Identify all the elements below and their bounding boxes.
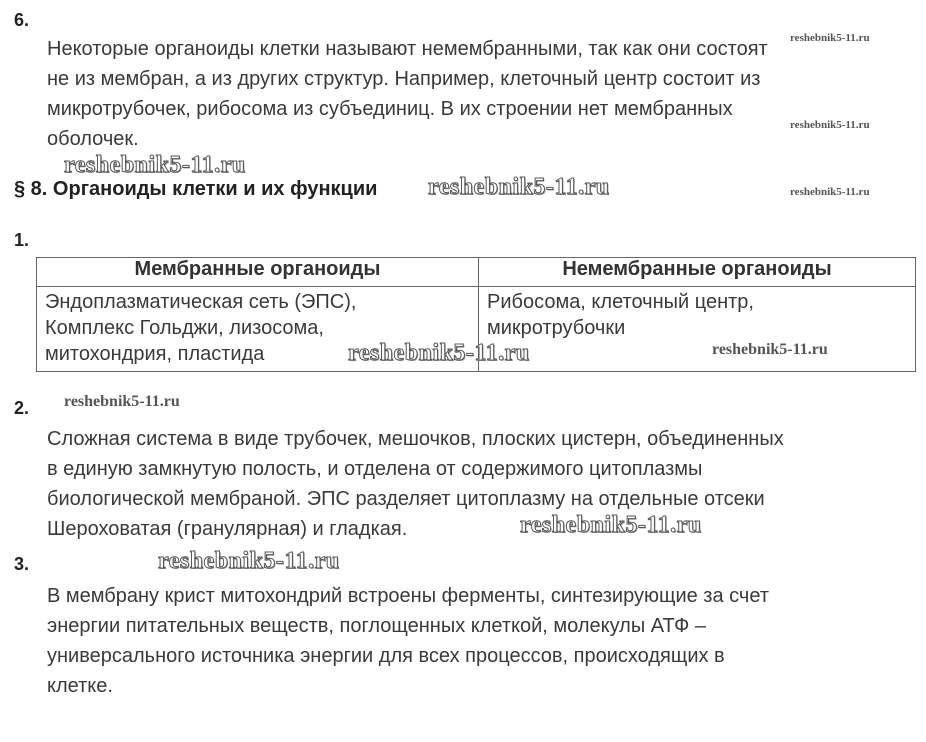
section-number-6: 6. xyxy=(14,10,30,30)
watermark-large: reshebnik5-11.ru xyxy=(64,152,246,178)
cell-line: Рибосома, клеточный центр, xyxy=(487,291,754,313)
text-line: В мембрану крист митохондрий встроены ферменты, синтезирующие за счет xyxy=(47,585,769,607)
text-line: Сложная система в виде трубочек, мешочков, плоских цистерн, объединенных xyxy=(47,428,784,450)
text-line: клетке. xyxy=(47,675,113,697)
text-line: в единую замкнутую полость, и отделена от содержимого цитоплазмы xyxy=(47,458,703,480)
watermark-small: reshebnik5-11.ru xyxy=(790,186,870,198)
text-line: биологической мембраной. ЭПС разделяет цитоплазму на отдельные отсеки xyxy=(47,488,765,510)
task-number-1: 1. xyxy=(14,230,30,250)
text-line: оболочек. xyxy=(47,128,139,150)
watermark-medium: reshebnik5-11.ru xyxy=(712,341,828,358)
watermark-large: reshebnik5-11.ru xyxy=(158,548,340,574)
table-header-membrane: Мембранные органоиды xyxy=(37,258,479,287)
cell-line: Комплекс Гольджи, лизосома, xyxy=(45,317,324,339)
text-line: Некоторые органоиды клетки называют немембранными, так как они состоят xyxy=(47,38,768,60)
cell-line: микротрубочки xyxy=(487,317,626,339)
paragraph-title: § 8. Органоиды клетки и их функции xyxy=(14,178,378,200)
table-header-row xyxy=(37,258,916,287)
watermark-large: reshebnik5-11.ru xyxy=(348,340,530,366)
task-number-2: 2. xyxy=(14,398,30,418)
watermark-medium: reshebnik5-11.ru xyxy=(64,393,180,410)
task2-text xyxy=(47,424,907,544)
text-line: универсального источника энергии для всех процессов, происходящих в xyxy=(47,645,725,667)
watermark-large: reshebnik5-11.ru xyxy=(428,174,610,200)
watermark-large: reshebnik5-11.ru xyxy=(520,512,702,538)
text-line: не из мембран, а из других структур. Например, клеточный центр состоит из xyxy=(47,68,761,90)
task-number-3: 3. xyxy=(14,554,30,574)
table-header-nonmembrane: Немембранные органоиды xyxy=(479,258,916,287)
watermark-small: reshebnik5-11.ru xyxy=(790,119,870,131)
cell-line: митохондрия, пластида xyxy=(45,343,265,365)
cell-line: Эндоплазматическая сеть (ЭПС), xyxy=(45,291,357,313)
text-line: энергии питательных веществ, поглощенных клеткой, молекулы АТФ – xyxy=(47,615,706,637)
table-cell-nonmembrane xyxy=(479,287,916,372)
cropped-previous-line xyxy=(40,0,420,6)
text-line: микротрубочек, рибосома из субъединиц. В их строении нет мембранных xyxy=(47,98,733,120)
section6-text xyxy=(47,34,907,154)
watermark-small: reshebnik5-11.ru xyxy=(790,32,870,44)
task3-text xyxy=(47,581,907,701)
text-line: Шероховатая (гранулярная) и гладкая. xyxy=(47,518,408,540)
